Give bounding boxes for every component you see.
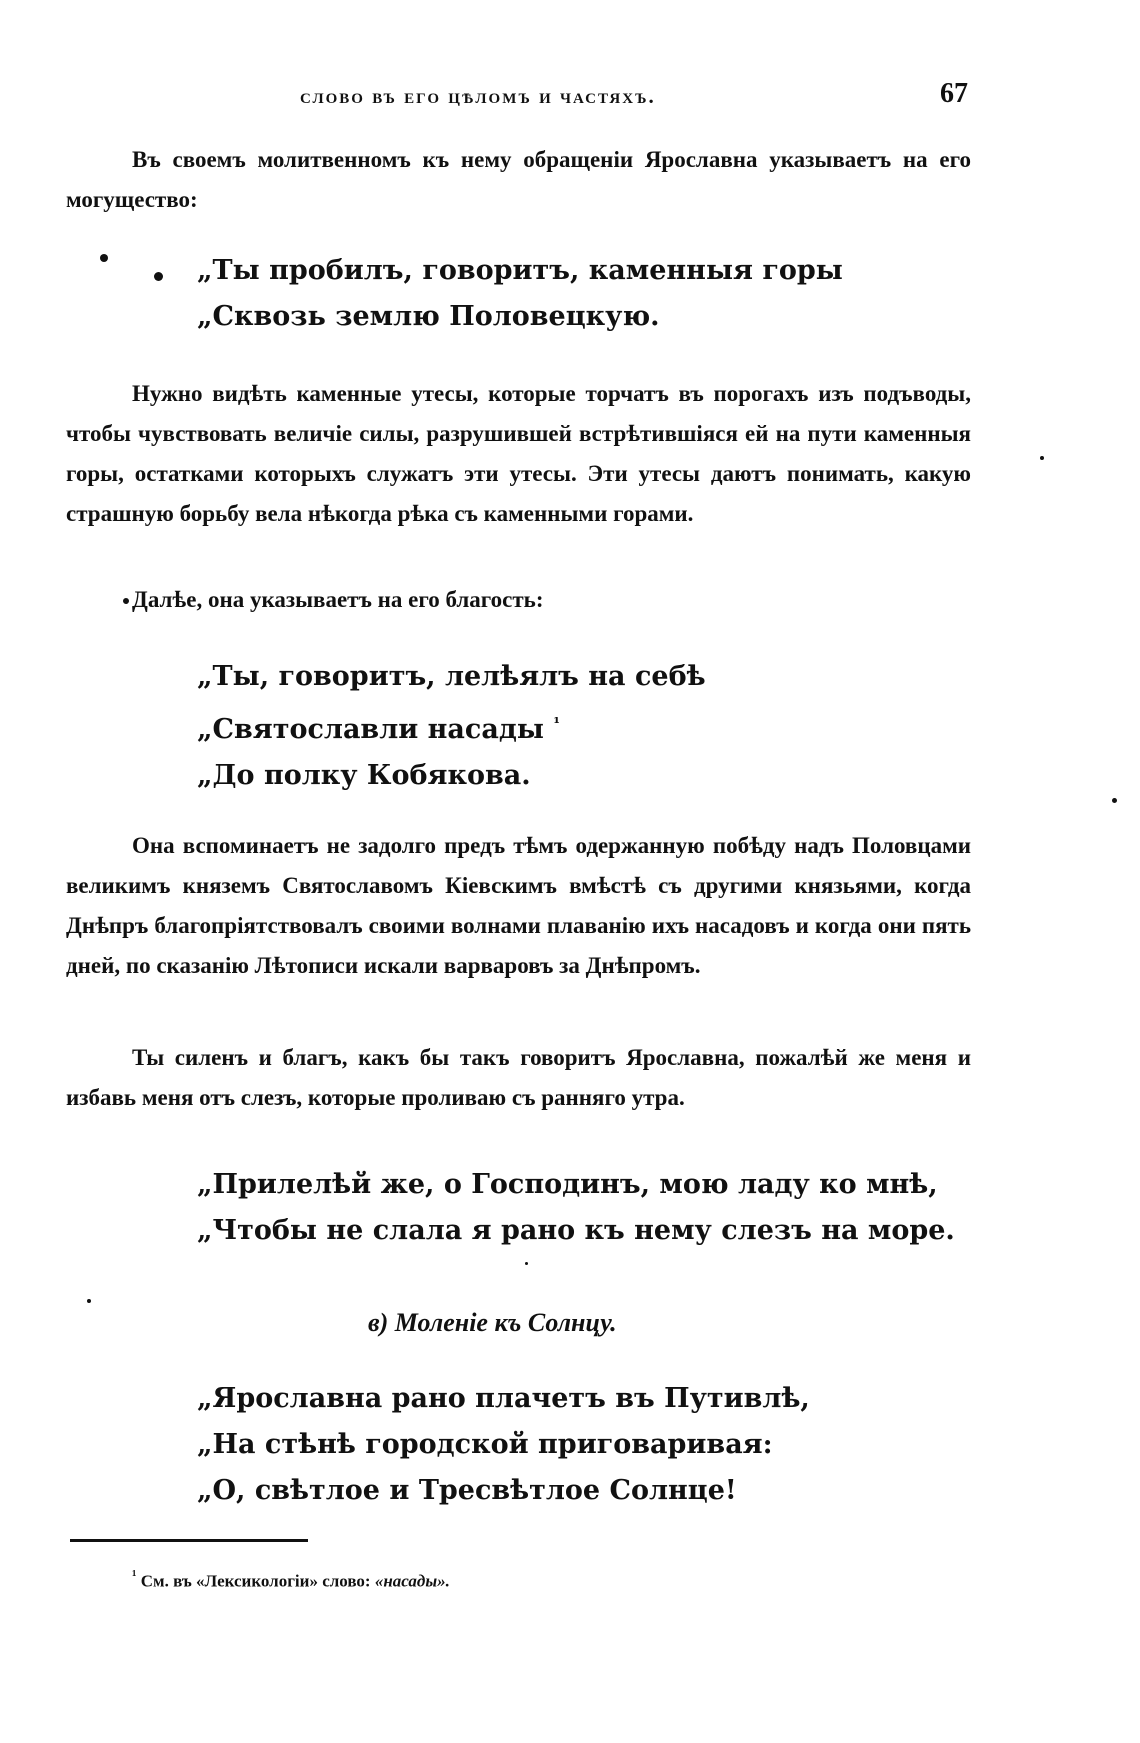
scan-speck (1040, 456, 1044, 460)
running-title: слово въ его цѣломъ и частяхъ. (300, 84, 656, 108)
verse-1 (197, 248, 843, 340)
scan-speck (87, 1299, 91, 1303)
verse-2-line-2-text: „Святославли насады (197, 714, 544, 745)
verse-4-line-2: „На стѣнѣ городской приговаривая: (197, 1429, 773, 1460)
verse-2-line-1: „Ты, говоритъ, лелѣялъ на себѣ (197, 661, 706, 692)
footnote-divider (70, 1539, 308, 1542)
footnote-marker: ¹ (132, 1568, 137, 1584)
footnote (132, 1568, 450, 1592)
paragraph-2-text: Нужно видѣть каменные утесы, которые торчатъ въ порогахъ изъ подъводы, чтобы чувствовать величіе силы, разрушившей встрѣтившіяся ей на пути каменныя горы, остатками которыхъ служатъ эти утесы. Эти утесы даютъ понимать, какую страшную борьбу вела нѣкогда рѣка съ каменными горами. (66, 381, 971, 526)
verse-3-line-2: „Чтобы не слала я рано къ нему слезъ на море. (197, 1215, 955, 1246)
verse-1-line-1: „Ты пробилъ, говоритъ, каменныя горы (197, 255, 843, 286)
paragraph-2 (66, 374, 971, 534)
scan-speck (100, 254, 108, 262)
verse-2 (197, 654, 706, 799)
footnote-reference-marker: ¹ (553, 714, 560, 732)
verse-3-line-1: „Прилелѣй же, о Господинъ, мою ладу ко мнѣ, (197, 1169, 938, 1200)
page-number: 67 (940, 78, 968, 109)
verse-2-line-2 (197, 700, 706, 753)
verse-4 (197, 1376, 810, 1514)
footnote-term: «насады». (374, 1571, 450, 1591)
footnote-text: См. въ «Лексикологіи» слово: (140, 1571, 371, 1591)
paragraph-5 (66, 1038, 971, 1118)
verse-2-line-3: „До полку Кобякова. (197, 760, 531, 791)
paragraph-4 (66, 826, 971, 986)
paragraph-3 (66, 580, 971, 620)
paragraph-5-text: Ты силенъ и благъ, какъ бы такъ говоритъ Ярославна, пожалѣй же меня и избавь меня отъ слезъ, которые проливаю съ ранняго утра. (66, 1045, 971, 1110)
verse-4-line-3: „О, свѣтлое и Тресвѣтлое Солнце! (197, 1475, 737, 1506)
verse-3 (197, 1162, 955, 1254)
section-title: в) Моленіе къ Солнцу. (368, 1308, 617, 1337)
verse-4-line-1: „Ярославна рано плачетъ въ Путивлѣ, (197, 1383, 810, 1414)
paragraph-3-text: Далѣе, она указываетъ на его благость: (132, 587, 544, 612)
scan-speck (1112, 798, 1117, 803)
paragraph-1 (66, 140, 971, 220)
scan-speck (525, 1262, 528, 1265)
scan-speck (154, 272, 163, 281)
paragraph-4-text: Она вспоминаетъ не задолго предъ тѣмъ одержанную побѣду надъ Половцами великимъ княземъ Святославомъ Кіевскимъ вмѣстѣ съ другими князьями, когда Днѣпръ благопріятствовалъ своими волнами плаванію ихъ насадовъ и когда они пять дней, по сказанію Лѣтописи искали варваровъ за Днѣпромъ. (66, 833, 971, 978)
verse-1-line-2: „Сквозь землю Половецкую. (197, 301, 660, 332)
scan-speck (123, 598, 129, 604)
paragraph-1-text: Въ своемъ молитвенномъ къ нему обращеніи Ярославна указываетъ на его могущество: (66, 147, 971, 212)
